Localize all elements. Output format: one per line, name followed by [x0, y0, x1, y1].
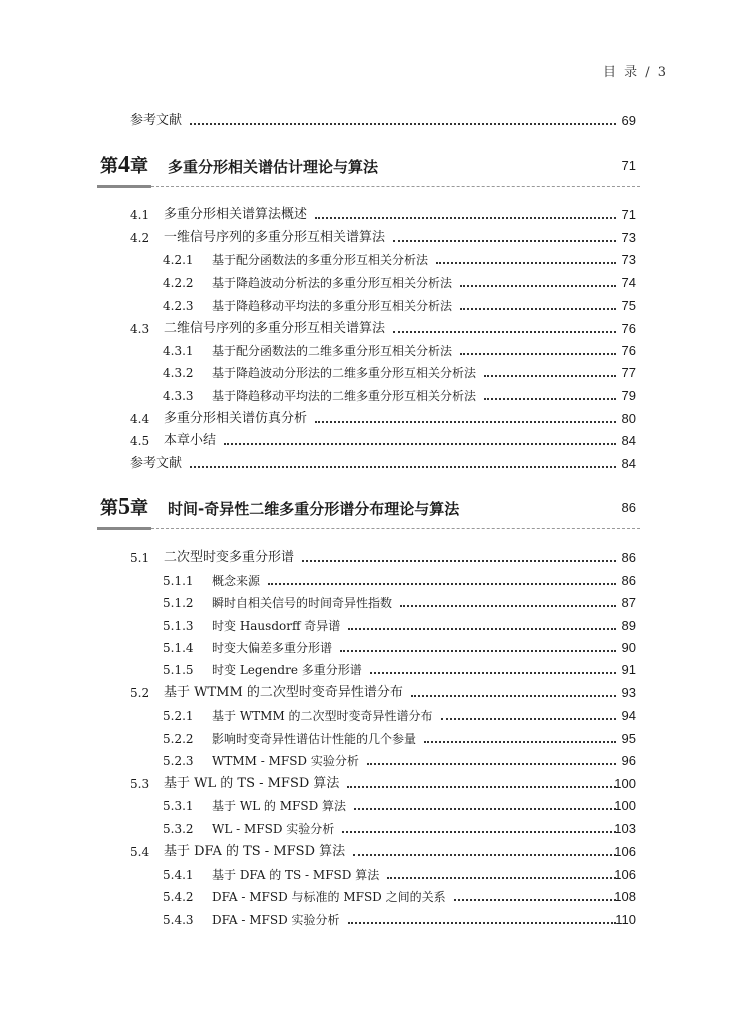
- chapter-heading[interactable]: [0, 152, 730, 186]
- toc-entry-page-number: 75: [621, 298, 636, 313]
- toc-section-entry[interactable]: [0, 320, 730, 338]
- toc-entry-page-number: 91: [621, 662, 636, 677]
- toc-entry-page-number: 96: [621, 753, 636, 768]
- toc-subsection-entry[interactable]: [0, 730, 730, 748]
- toc-entry-number: 4.5: [130, 434, 150, 448]
- toc-entry-title: 时变 Legendre 多重分形谱: [212, 663, 362, 677]
- toc-leader-dots: [436, 262, 616, 264]
- toc-entry-page-number: 69: [621, 113, 636, 128]
- toc-subsection-entry[interactable]: [0, 594, 730, 612]
- toc-subsection-entry[interactable]: [0, 752, 730, 770]
- toc-subsection-entry[interactable]: [0, 387, 730, 405]
- toc-entry-title: 多重分形相关谱算法概述: [164, 207, 308, 222]
- toc-entry-number: 5.3.1: [163, 799, 194, 813]
- toc-section-entry[interactable]: [0, 684, 730, 702]
- toc-entry-title: DFA - MFSD 与标准的 MFSD 之间的关系: [212, 890, 446, 904]
- toc-entry-number: 5.3: [130, 777, 150, 791]
- toc-entry-title: 基于 WL 的 TS - MFSD 算法: [164, 776, 340, 791]
- toc-entry-page-number: 77: [621, 365, 636, 380]
- toc-subsection-entry[interactable]: [0, 661, 730, 679]
- toc-entry-page-number: 100: [614, 798, 636, 813]
- toc-section-entry[interactable]: [0, 206, 730, 224]
- toc-entry-page-number: 73: [621, 252, 636, 267]
- toc-entry-page-number: 76: [621, 321, 636, 336]
- toc-entry-title: WTMM - MFSD 实验分析: [212, 754, 359, 768]
- toc-entry-title: 基于 DFA 的 TS - MFSD 算法: [212, 868, 380, 882]
- toc-entry-number: 4.2.2: [163, 276, 194, 290]
- toc-entry-page-number: 86: [621, 550, 636, 565]
- toc-leader-dots: [315, 217, 616, 219]
- toc-entry-page-number: 74: [621, 275, 636, 290]
- toc-leader-dots: [190, 123, 616, 125]
- toc-entry-title: 二次型时变多重分形谱: [164, 550, 295, 565]
- toc-subsection-entry[interactable]: [0, 911, 730, 929]
- toc-entry-title: 时变 Hausdorff 奇异谱: [212, 619, 341, 633]
- toc-entry-title: 参考文献: [130, 456, 183, 471]
- toc-subsection-entry[interactable]: [0, 342, 730, 360]
- toc-entry-title: DFA - MFSD 实验分析: [212, 913, 340, 927]
- toc-entry-page-number: 86: [621, 573, 636, 588]
- toc-entry-title: 影响时变奇异性谱估计性能的几个参量: [212, 732, 417, 746]
- chapter-number: 第4章: [100, 152, 148, 178]
- toc-entry-title: 时变大偏差多重分形谱: [212, 641, 333, 655]
- toc-entry-page-number: 89: [621, 618, 636, 633]
- toc-leader-dots: [484, 375, 616, 377]
- toc-entry-title: 瞬时自相关信号的时间奇异性指数: [212, 596, 393, 610]
- toc-entry-number: 4.2.3: [163, 299, 194, 313]
- toc-leader-dots: [454, 899, 616, 901]
- toc-entry-title: 多重分形相关谱仿真分析: [164, 411, 308, 426]
- chapter-title: 多重分形相关谱估计理论与算法: [168, 158, 379, 176]
- toc-entry-page-number: 90: [621, 640, 636, 655]
- toc-entry-page-number: 95: [621, 731, 636, 746]
- toc-subsection-entry[interactable]: [0, 707, 730, 725]
- toc-leader-dots: [190, 466, 616, 468]
- toc-entry-number: 5.4.2: [163, 890, 194, 904]
- toc-subsection-entry[interactable]: [0, 572, 730, 590]
- toc-references-entry[interactable]: [0, 112, 730, 130]
- toc-entry-page-number: 84: [621, 433, 636, 448]
- toc-entry-number: 5.2.3: [163, 754, 194, 768]
- toc-entry-number: 5.1.2: [163, 596, 194, 610]
- toc-entry-number: 5.1.5: [163, 663, 194, 677]
- toc-entry-number: 5.4.1: [163, 868, 194, 882]
- toc-entry-title: 本章小结: [164, 433, 217, 448]
- toc-entry-title: 基于 WL 的 MFSD 算法: [212, 799, 347, 813]
- toc-entry-number: 5.2.1: [163, 709, 194, 723]
- toc-entry-number: 5.1.3: [163, 619, 194, 633]
- toc-references-entry[interactable]: [0, 455, 730, 473]
- toc-entry-number: 5.2.2: [163, 732, 194, 746]
- toc-leader-dots: [354, 808, 616, 810]
- toc-leader-dots: [348, 628, 616, 630]
- chapter-title: 时间-奇异性二维多重分形谱分布理论与算法: [168, 500, 460, 518]
- chapter-dashed-rule: [151, 186, 640, 187]
- toc-section-entry[interactable]: [0, 410, 730, 428]
- toc-entry-page-number: 73: [621, 230, 636, 245]
- toc-leader-dots: [315, 421, 616, 423]
- toc-entry-page-number: 87: [621, 595, 636, 610]
- toc-entry-title: 概念来源: [212, 574, 261, 588]
- toc-entry-number: 5.1.1: [163, 574, 194, 588]
- toc-entry-page-number: 80: [621, 411, 636, 426]
- toc-entry-number: 4.3.1: [163, 344, 194, 358]
- toc-leader-dots: [224, 443, 616, 445]
- toc-leader-dots: [347, 786, 616, 788]
- toc-leader-dots: [460, 285, 616, 287]
- toc-section-entry[interactable]: [0, 432, 730, 450]
- toc-subsection-entry[interactable]: [0, 797, 730, 815]
- toc-entry-title: 基于降趋移动平均法的多重分形互相关分析法: [212, 299, 453, 313]
- toc-entry-title: 二维信号序列的多重分形互相关谱算法: [164, 321, 386, 336]
- toc-leader-dots: [460, 308, 616, 310]
- toc-entry-number: 5.2: [130, 686, 150, 700]
- toc-entry-number: 5.4: [130, 845, 150, 859]
- toc-entry-number: 4.3: [130, 322, 150, 336]
- toc-leader-dots: [348, 922, 616, 924]
- toc-subsection-entry[interactable]: [0, 888, 730, 906]
- chapter-rule: [97, 527, 151, 530]
- toc-leader-dots: [370, 672, 616, 674]
- toc-subsection-entry[interactable]: [0, 820, 730, 838]
- toc-section-entry[interactable]: [0, 843, 730, 861]
- chapter-page-number: 71: [621, 158, 636, 173]
- toc-leader-dots: [367, 763, 616, 765]
- toc-entry-number: 5.3.2: [163, 822, 194, 836]
- toc-entry-title: 参考文献: [130, 113, 183, 128]
- toc-leader-dots: [393, 240, 616, 242]
- toc-entry-page-number: 71: [621, 207, 636, 222]
- toc-subsection-entry[interactable]: [0, 297, 730, 315]
- toc-leader-dots: [424, 741, 616, 743]
- toc-entry-title: 基于配分函数法的多重分形互相关分析法: [212, 253, 429, 267]
- toc-entry-page-number: 100: [614, 776, 636, 791]
- toc-subsection-entry[interactable]: [0, 274, 730, 292]
- toc-entry-page-number: 94: [621, 708, 636, 723]
- toc-leader-dots: [393, 331, 616, 333]
- toc-entry-title: 基于 WTMM 的二次型时变奇异性谱分布: [212, 709, 433, 723]
- toc-section-entry[interactable]: [0, 549, 730, 567]
- toc-leader-dots: [441, 718, 616, 720]
- toc-entry-page-number: 93: [621, 685, 636, 700]
- toc-subsection-entry[interactable]: [0, 617, 730, 635]
- toc-subsection-entry[interactable]: [0, 866, 730, 884]
- toc-entry-page-number: 84: [621, 456, 636, 471]
- toc-entry-page-number: 106: [614, 844, 636, 859]
- toc-entry-page-number: 110: [615, 912, 636, 927]
- toc-leader-dots: [400, 605, 616, 607]
- toc-entry-number: 4.2.1: [163, 253, 194, 267]
- toc-leader-dots: [484, 398, 616, 400]
- toc-leader-dots: [387, 877, 616, 879]
- toc-section-entry[interactable]: [0, 229, 730, 247]
- chapter-rule: [97, 185, 151, 188]
- toc-subsection-entry[interactable]: [0, 364, 730, 382]
- toc-entry-page-number: 103: [614, 821, 636, 836]
- toc-entry-title: 基于降趋波动分析法的多重分形互相关分析法: [212, 276, 453, 290]
- toc-entry-number: 5.1.4: [163, 641, 194, 655]
- toc-leader-dots: [302, 560, 616, 562]
- toc-leader-dots: [340, 650, 616, 652]
- toc-entry-page-number: 76: [621, 343, 636, 358]
- toc-entry-number: 5.4.3: [163, 913, 194, 927]
- toc-entry-title: 一维信号序列的多重分形互相关谱算法: [164, 230, 386, 245]
- toc-section-entry[interactable]: [0, 775, 730, 793]
- toc-entry-page-number: 79: [621, 388, 636, 403]
- toc-entry-title: 基于配分函数法的二维多重分形互相关分析法: [212, 344, 453, 358]
- toc-leader-dots: [353, 854, 616, 856]
- toc-entry-number: 4.3.2: [163, 366, 194, 380]
- page-header: 目 录 / 3: [602, 65, 668, 80]
- toc-entry-number: 4.1: [130, 208, 150, 222]
- chapter-number: 第5章: [100, 494, 148, 520]
- chapter-heading[interactable]: [0, 494, 730, 528]
- toc-leader-dots: [411, 695, 616, 697]
- toc-leader-dots: [460, 353, 616, 355]
- toc-entry-title: 基于降趋移动平均法的二维多重分形互相关分析法: [212, 389, 477, 403]
- toc-entry-number: 4.2: [130, 231, 150, 245]
- toc-entry-page-number: 106: [614, 867, 636, 882]
- chapter-page-number: 86: [621, 500, 636, 515]
- toc-entry-title: 基于 DFA 的 TS - MFSD 算法: [164, 844, 346, 859]
- toc-leader-dots: [268, 583, 616, 585]
- toc-entry-number: 4.3.3: [163, 389, 194, 403]
- toc-entry-page-number: 108: [614, 889, 636, 904]
- chapter-dashed-rule: [151, 528, 640, 529]
- toc-entry-number: 5.1: [130, 551, 150, 565]
- toc-subsection-entry[interactable]: [0, 639, 730, 657]
- toc-entry-number: 4.4: [130, 412, 150, 426]
- toc-entry-title: WL - MFSD 实验分析: [212, 822, 335, 836]
- toc-entry-title: 基于 WTMM 的二次型时变奇异性谱分布: [164, 685, 403, 700]
- toc-subsection-entry[interactable]: [0, 251, 730, 269]
- toc-entry-title: 基于降趋波动分形法的二维多重分形互相关分析法: [212, 366, 477, 380]
- toc-leader-dots: [342, 831, 616, 833]
